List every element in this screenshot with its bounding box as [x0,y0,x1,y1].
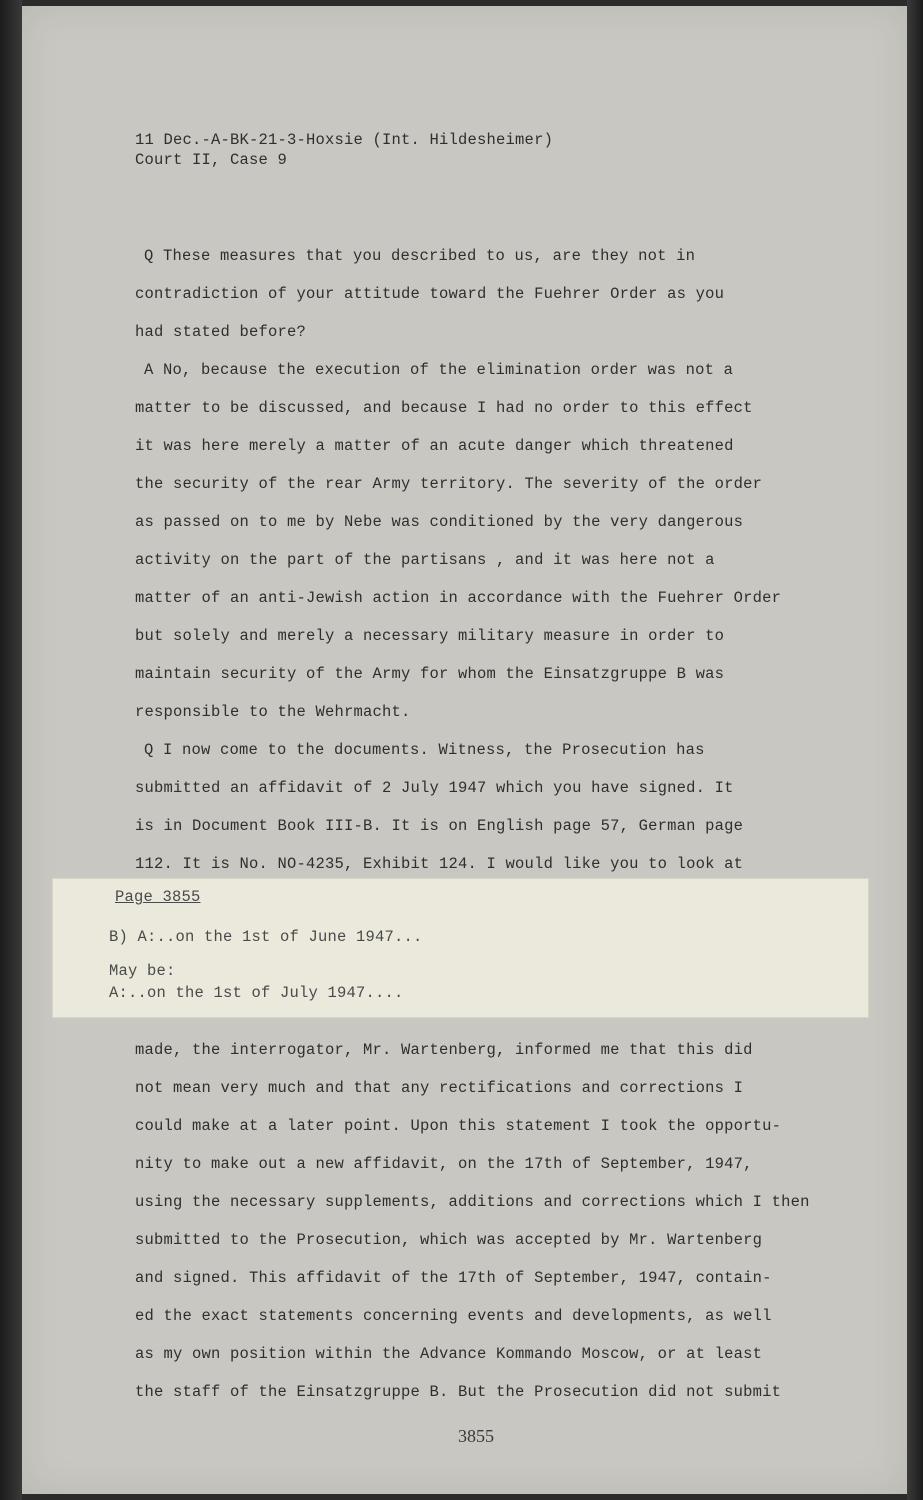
text-line: submitted an affidavit of 2 July 1947 which you have signed. It [135,779,734,797]
text-line: contradiction of your attitude toward the Fuehrer Order as you [135,285,725,303]
text-line: is in Document Book III-B. It is on English page 57, German page [135,817,744,835]
text-line: made, the interrogator, Mr. Wartenberg, informed me that this did [135,1041,753,1059]
text-line: 112. It is No. NO-4235, Exhibit 124. I would like you to look at [135,855,744,873]
text-line: as my own position within the Advance Kommando Moscow, or at least [135,1345,763,1363]
text-line: matter of an anti-Jewish action in accordance with the Fuehrer Order [135,589,782,607]
header-reference: 11 Dec.-A-BK-21-3-Hoxsie (Int. Hildesheimer) [135,131,554,149]
text-line: could make at a later point. Upon this statement I took the opportu- [135,1117,782,1135]
slip-title: Page 3855 [115,888,201,906]
slip-line-correction: A:..on the 1st of July 1947.... [109,984,404,1002]
text-line: using the necessary supplements, additions and corrections which I then [135,1193,810,1211]
page-number: 3855 [458,1426,494,1446]
document-page [22,6,907,1494]
text-line: matter to be discussed, and because I had no order to this effect [135,399,753,417]
text-line: submitted to the Prosecution, which was accepted by Mr. Wartenberg [135,1231,763,1249]
text-line: nity to make out a new affidavit, on the 17th of September, 1947, [135,1155,753,1173]
correction-slip [52,878,869,1018]
slip-line-original: B) A:..on the 1st of June 1947... [109,928,423,946]
text-line: responsible to the Wehrmacht. [135,703,411,721]
scan-border-right [907,0,923,1500]
text-line: the security of the rear Army territory. The severity of the order [135,475,763,493]
text-line: as passed on to me by Nebe was conditioned by the very dangerous [135,513,744,531]
text-line: but solely and merely a necessary military measure in order to [135,627,725,645]
text-line: it was here merely a matter of an acute danger which threatened [135,437,734,455]
text-line: had stated before? [135,323,307,341]
text-line: activity on the part of the partisans , and it was here not a [135,551,715,569]
text-line: Q These measures that you described to us, are they not in [144,247,696,265]
scan-border-left [0,0,22,1500]
text-line: ed the exact statements concerning events and developments, as well [135,1307,772,1325]
text-line: not mean very much and that any rectifications and corrections I [135,1079,744,1097]
text-line: the staff of the Einsatzgruppe B. But the Prosecution did not submit [135,1383,782,1401]
text-line: and signed. This affidavit of the 17th of September, 1947, contain- [135,1269,772,1287]
header-court: Court II, Case 9 [135,151,288,169]
text-line: Q I now come to the documents. Witness, the Prosecution has [144,741,705,759]
text-line: maintain security of the Army for whom the Einsatzgruppe B was [135,665,725,683]
slip-line-note: May be: [109,962,176,980]
text-line: A No, because the execution of the elimination order was not a [144,361,734,379]
